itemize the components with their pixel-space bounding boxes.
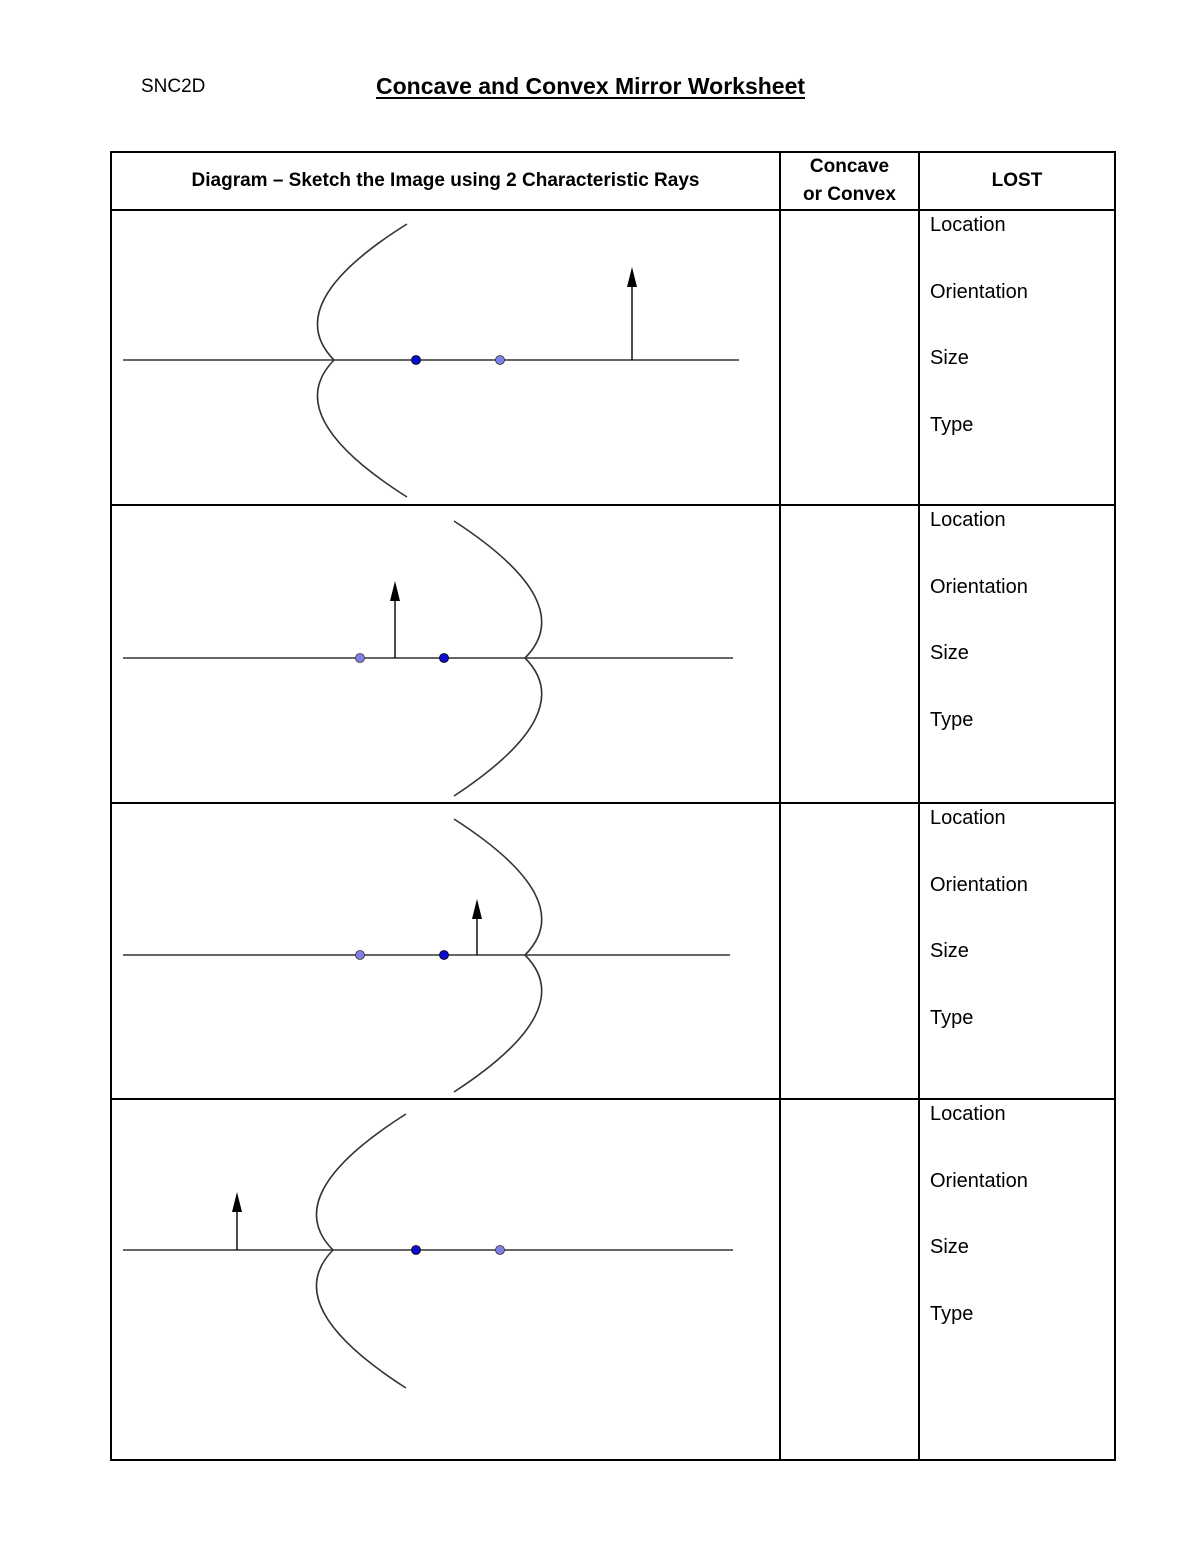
diagram-column-header: Diagram – Sketch the Image using 2 Characteristic Rays bbox=[111, 152, 780, 210]
lost-cell-1[interactable] bbox=[919, 210, 1115, 505]
mirror-diagram-1 bbox=[112, 211, 777, 504]
lost-label-size: Size bbox=[930, 1236, 969, 1258]
focal-point-light bbox=[356, 951, 365, 960]
diagram-cell-3[interactable] bbox=[111, 803, 780, 1099]
lost-label-size: Size bbox=[930, 642, 969, 664]
type-column-header bbox=[780, 152, 919, 210]
lost-label-location: Location bbox=[930, 509, 1006, 531]
lost-label-orientation: Orientation bbox=[930, 1169, 1028, 1192]
focal-point-dark bbox=[412, 1246, 421, 1255]
lost-label-location: Location bbox=[930, 1103, 1006, 1125]
type-header-line2: or Convex bbox=[803, 184, 896, 205]
lost-label-location: Location bbox=[930, 807, 1006, 829]
mirror-diagram-4 bbox=[112, 1100, 777, 1459]
focal-point-dark bbox=[440, 654, 449, 663]
table-row bbox=[111, 210, 1115, 505]
course-code: SNC2D bbox=[141, 76, 206, 97]
lost-cell-2[interactable] bbox=[919, 505, 1115, 803]
table-row bbox=[111, 803, 1115, 1099]
mirror-arc bbox=[316, 1114, 406, 1388]
concave-convex-answer-1[interactable] bbox=[780, 210, 919, 505]
focal-point-dark bbox=[440, 951, 449, 960]
concave-convex-answer-2[interactable] bbox=[780, 505, 919, 803]
object-arrow-head bbox=[232, 1192, 242, 1212]
mirror-diagram-3 bbox=[112, 804, 777, 1098]
type-header-line1: Concave bbox=[809, 156, 890, 177]
lost-label-type: Type bbox=[930, 708, 974, 731]
focal-point-dark bbox=[412, 356, 421, 365]
lost-label-type: Type bbox=[930, 1006, 974, 1029]
lost-label-orientation: Orientation bbox=[930, 280, 1028, 303]
lost-label-orientation: Orientation bbox=[930, 873, 1028, 896]
diagram-cell-2[interactable] bbox=[111, 505, 780, 803]
object-arrow-head bbox=[472, 899, 482, 919]
lost-label-type: Type bbox=[930, 413, 974, 436]
lost-label-size: Size bbox=[930, 347, 969, 369]
lost-cell-4[interactable] bbox=[919, 1099, 1115, 1460]
focal-point-light bbox=[496, 1246, 505, 1255]
concave-convex-answer-4[interactable] bbox=[780, 1099, 919, 1460]
lost-column-header: LOST bbox=[919, 152, 1115, 210]
lost-label-type: Type bbox=[930, 1302, 974, 1325]
lost-label-size: Size bbox=[930, 940, 969, 962]
object-arrow-head bbox=[627, 267, 637, 287]
table-row bbox=[111, 1099, 1115, 1460]
table-row bbox=[111, 505, 1115, 803]
object-arrow-head bbox=[390, 581, 400, 601]
concave-convex-answer-3[interactable] bbox=[780, 803, 919, 1099]
mirror-diagram-2 bbox=[112, 506, 777, 802]
diagram-cell-4[interactable] bbox=[111, 1099, 780, 1460]
lost-cell-3[interactable] bbox=[919, 803, 1115, 1099]
focal-point-light bbox=[496, 356, 505, 365]
page-title: Concave and Convex Mirror Worksheet bbox=[376, 73, 806, 99]
lost-label-location: Location bbox=[930, 214, 1006, 236]
worksheet-table bbox=[110, 151, 1116, 1461]
focal-point-light bbox=[356, 654, 365, 663]
header-row bbox=[111, 152, 1115, 210]
diagram-cell-1[interactable] bbox=[111, 210, 780, 505]
lost-label-orientation: Orientation bbox=[930, 575, 1028, 598]
